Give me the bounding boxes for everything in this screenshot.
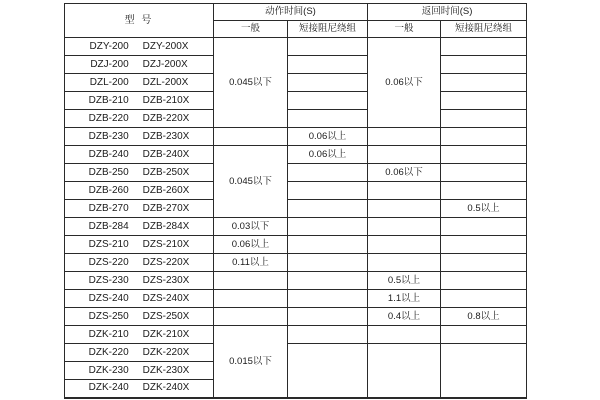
cell-return-damped — [441, 272, 527, 290]
cell-return-general — [368, 236, 441, 254]
cell-action-general — [214, 308, 288, 326]
model-label: DZB-284 — [88, 220, 129, 232]
cell-action-damped — [288, 254, 368, 272]
cell-action-damped — [288, 290, 368, 308]
model-label: DZJ-200X — [142, 58, 188, 70]
model-label: DZS-240X — [142, 292, 190, 304]
spec-table-container — [64, 3, 527, 399]
model-cell — [65, 380, 214, 398]
table-row — [65, 38, 527, 56]
cell-return-damped — [441, 326, 527, 344]
model-label: DZB-270 — [88, 202, 129, 214]
model-label: DZY-200X — [142, 40, 189, 52]
cell-action-damped — [288, 200, 368, 218]
column-header-action-damped: 短接阻尼绕组 — [288, 21, 368, 38]
cell-return-general — [368, 254, 441, 272]
cell-action-damped — [288, 236, 368, 254]
cell-return-damped — [441, 74, 527, 92]
cell-action-general: 0.045以下 — [214, 38, 288, 128]
cell-return-damped — [441, 344, 527, 398]
cell-return-damped — [441, 38, 527, 56]
model-label: DZB-270X — [142, 202, 190, 214]
model-label: DZB-250 — [88, 166, 129, 178]
model-label: DZK-230 — [88, 364, 129, 376]
cell-action-damped — [288, 56, 368, 74]
cell-action-damped — [288, 182, 368, 200]
cell-return-damped — [441, 146, 527, 164]
model-label: DZK-210 — [88, 328, 129, 340]
model-label: DZS-230X — [142, 274, 190, 286]
header-row-groups — [65, 4, 527, 21]
cell-return-damped: 0.8以上 — [441, 308, 527, 326]
cell-return-damped — [441, 56, 527, 74]
table-row — [65, 308, 527, 326]
table-row — [65, 236, 527, 254]
cell-action-general: 0.03以下 — [214, 218, 288, 236]
cell-return-damped — [441, 254, 527, 272]
model-label: DZS-250 — [88, 310, 129, 322]
cell-action-damped — [288, 218, 368, 236]
table-row — [65, 254, 527, 272]
cell-action-damped — [288, 308, 368, 326]
cell-return-general: 1.1以上 — [368, 290, 441, 308]
model-cell — [65, 128, 214, 146]
model-label: DZB-260X — [142, 184, 190, 196]
table-row — [65, 290, 527, 308]
model-label: DZB-230X — [142, 130, 190, 142]
cell-return-general: 0.06以下 — [368, 38, 441, 128]
model-cell — [65, 362, 214, 380]
table-row — [65, 164, 527, 182]
table-row — [65, 146, 527, 164]
table-row — [65, 56, 527, 74]
cell-action-general — [214, 272, 288, 290]
model-cell — [65, 182, 214, 200]
cell-action-general: 0.045以下 — [214, 146, 288, 218]
model-cell — [65, 56, 214, 74]
model-label: DZY-200 — [89, 40, 129, 52]
model-cell — [65, 146, 214, 164]
cell-action-damped — [288, 272, 368, 290]
model-label: DZB-240X — [142, 148, 190, 160]
cell-return-general: 0.5以上 — [368, 272, 441, 290]
model-label: DZS-250X — [142, 310, 190, 322]
model-label: DZB-220X — [142, 112, 190, 124]
model-label: DZB-250X — [142, 166, 190, 178]
model-cell — [65, 308, 214, 326]
model-label: DZS-230 — [88, 274, 129, 286]
model-cell — [65, 164, 214, 182]
cell-action-damped — [288, 92, 368, 110]
table-row — [65, 272, 527, 290]
model-cell — [65, 38, 214, 56]
model-label: DZB-220 — [88, 112, 129, 124]
model-label: DZS-220X — [142, 256, 190, 268]
model-cell — [65, 290, 214, 308]
column-header-model: 型 号 — [65, 4, 214, 38]
model-label: DZB-210X — [142, 94, 190, 106]
cell-return-damped — [441, 236, 527, 254]
cell-action-general — [214, 290, 288, 308]
cell-action-general: 0.06以上 — [214, 236, 288, 254]
column-header-return-general: 一般 — [368, 21, 441, 38]
model-label: DZK-240X — [142, 382, 190, 394]
model-cell — [65, 92, 214, 110]
cell-action-damped — [288, 38, 368, 56]
model-label: DZS-210 — [88, 238, 129, 250]
cell-return-general — [368, 344, 441, 398]
cell-return-damped: 0.5以上 — [441, 200, 527, 218]
cell-return-general — [368, 128, 441, 146]
column-header-action-time: 动作时间(S) — [214, 4, 368, 21]
model-label: DZL-200X — [142, 76, 189, 88]
model-label: DZK-220X — [142, 346, 190, 358]
table-row — [65, 92, 527, 110]
column-header-return-damped: 短接阻尼绕组 — [441, 21, 527, 38]
cell-return-damped — [441, 290, 527, 308]
cell-return-general: 0.4以上 — [368, 308, 441, 326]
column-header-action-general: 一般 — [214, 21, 288, 38]
model-cell — [65, 236, 214, 254]
model-label: DZS-240 — [88, 292, 129, 304]
model-cell — [65, 200, 214, 218]
model-label: DZB-284X — [142, 220, 190, 232]
model-label: DZB-260 — [88, 184, 129, 196]
model-label: DZK-230X — [142, 364, 190, 376]
cell-return-damped — [441, 164, 527, 182]
cell-action-damped — [288, 164, 368, 182]
model-label: DZS-220 — [88, 256, 129, 268]
model-cell — [65, 326, 214, 344]
cell-action-damped — [288, 110, 368, 128]
table-row — [65, 344, 527, 362]
model-label: DZL-200 — [89, 76, 129, 88]
table-header — [65, 4, 527, 38]
cell-action-damped: 0.06以上 — [288, 128, 368, 146]
model-cell — [65, 110, 214, 128]
cell-action-general: 0.015以下 — [214, 326, 288, 398]
model-cell — [65, 272, 214, 290]
model-label: DZB-230 — [88, 130, 129, 142]
cell-return-general — [368, 200, 441, 218]
cell-action-general — [214, 128, 288, 146]
cell-return-general — [368, 182, 441, 200]
cell-action-damped — [288, 74, 368, 92]
model-cell — [65, 218, 214, 236]
table-body — [65, 38, 527, 398]
cell-return-general: 0.06以下 — [368, 164, 441, 182]
table-row — [65, 74, 527, 92]
table-row — [65, 218, 527, 236]
cell-action-damped — [288, 326, 368, 344]
cell-return-general — [368, 146, 441, 164]
cell-return-damped — [441, 218, 527, 236]
cell-return-general — [368, 326, 441, 344]
table-row — [65, 326, 527, 344]
cell-return-damped — [441, 182, 527, 200]
table-row — [65, 182, 527, 200]
model-label: DZK-240 — [88, 382, 129, 394]
cell-action-damped — [288, 344, 368, 398]
table-row — [65, 128, 527, 146]
spec-table — [64, 3, 527, 399]
model-cell — [65, 254, 214, 272]
cell-action-general: 0.11以上 — [214, 254, 288, 272]
cell-return-general — [368, 218, 441, 236]
model-cell — [65, 74, 214, 92]
table-row — [65, 200, 527, 218]
model-label: DZB-240 — [88, 148, 129, 160]
model-label: DZB-210 — [88, 94, 129, 106]
cell-return-damped — [441, 92, 527, 110]
cell-action-damped: 0.06以上 — [288, 146, 368, 164]
model-cell — [65, 344, 214, 362]
model-label: DZK-210X — [142, 328, 190, 340]
cell-return-damped — [441, 110, 527, 128]
cell-return-damped — [441, 128, 527, 146]
column-header-return-time: 返回时间(S) — [368, 4, 527, 21]
model-label: DZK-220 — [88, 346, 129, 358]
table-row — [65, 110, 527, 128]
model-label: DZS-210X — [142, 238, 190, 250]
model-label: DZJ-200 — [90, 58, 129, 70]
